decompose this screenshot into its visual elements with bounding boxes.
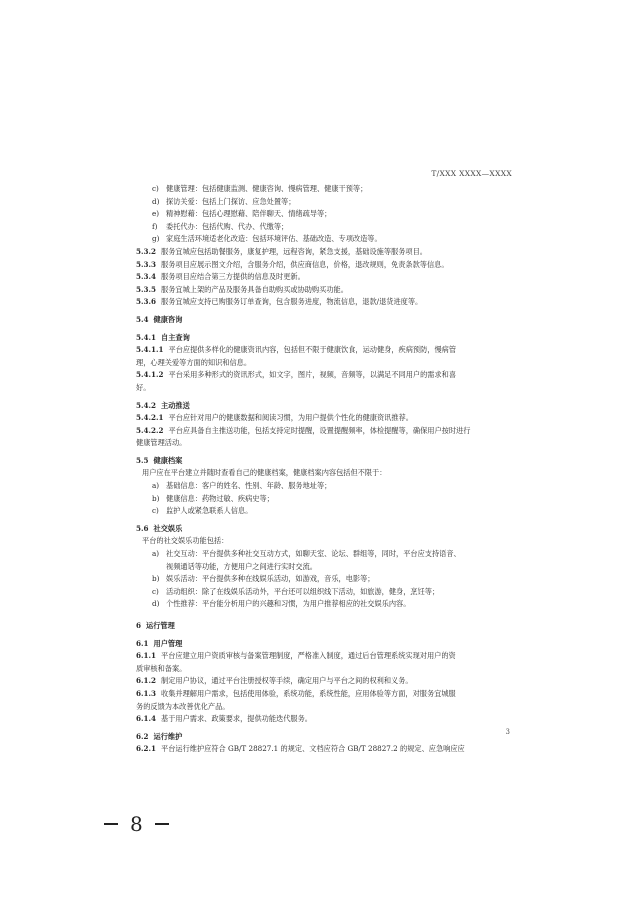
list-item-continuation: 视频通话等功能，方便用户之间进行实时交流。	[166, 561, 317, 571]
clause-continuation: 务的反馈为本改善优化产品。	[136, 701, 230, 711]
clause-6-2-1: 6.2.1 平台运行维护应符合 GB/T 28827.1 的规定、文档应符合 GB/T 28827.2 的规定、应急响应应	[136, 744, 465, 754]
clause-5-3-6: 5.3.6 服务宜城应支持已购服务订单查询，包含服务进度，物流信息，退款/退货进度等。	[136, 297, 423, 307]
clause-5-4-1-1: 5.4.1.1 平台应提供多样化的健康资讯内容，包括但不限于健康饮食，运动健身，疾病预防，慢病管	[136, 345, 457, 355]
list-item: b) 娱乐活动：平台提供多种在线娱乐活动，如游戏，音乐，电影等；	[152, 574, 375, 584]
inner-page-number: 3	[505, 728, 510, 736]
clause-6-1-1: 6.1.1 平台应建立用户资质审核与备案管理制度，严格准入制度，通过后台管理系统实现对用户的资	[136, 651, 456, 661]
clause-6-1-2: 6.1.2 制定用户协议，通过平台注册授权等手续，确定用户与平台之间的权利和义务。	[136, 676, 413, 686]
clause-continuation: 质审核和备案。	[136, 663, 187, 673]
page-content	[136, 183, 510, 756]
clause-6-1-3: 6.1.3 收集并理解用户需求，包括使用体验，系统功能，系统性能，应用体验等方面，对服务宜城服	[136, 688, 456, 698]
list-item: a) 社交互动：平台提供多种社交互动方式，如聊天室、论坛、群组等，同时，平台应支持语音、	[152, 549, 461, 559]
footer-dash-left	[104, 823, 118, 825]
paragraph: 用户应在平台建立并随时查看自己的健康档案，健康档案内容包括但不限于：	[142, 468, 387, 478]
section-heading: 5.4 健康咨询	[136, 314, 183, 324]
list-item: b) 健康信息：药物过敏、疾病史等；	[152, 493, 274, 503]
section-heading: 5.6 社交娱乐	[136, 523, 183, 533]
clause-5-3-2: 5.3.2 服务宜城应包括助餐服务，康复护理，远程咨询，紧急支援，基础设施等服务项目。	[136, 246, 427, 256]
clause-5-4-2-1: 5.4.2.1 平台应针对用户的健康数据和阅读习惯，为用户提供个性化的健康资讯推荐。	[136, 413, 413, 423]
section-heading: 6.2 运行维护	[136, 731, 183, 741]
section-heading: 5.5 健康档案	[136, 455, 183, 465]
list-item: d) 个性推荐：平台能分析用户的兴趣和习惯，为用户推荐相应的社交娱乐内容。	[152, 599, 411, 609]
clause-continuation: 健康管理活动。	[136, 438, 187, 448]
document-code: T/XXX XXXX—XXXX	[431, 169, 512, 178]
subsection-heading: 5.4.1 自主查询	[136, 332, 190, 342]
clause-6-1-4: 6.1.4 基于用户需求、政策要求，提供功能迭代服务。	[136, 714, 312, 724]
subsection-heading: 5.4.2 主动推送	[136, 400, 190, 410]
list-item: a) 基础信息：客户的姓名、性别、年龄、服务地址等；	[152, 481, 332, 491]
list-item: e) 精神慰藉：包括心理慰藉、陪伴聊天、情绪疏导等；	[152, 209, 332, 219]
list-item: d) 探访关爱：包括上门探访、应急处置等；	[152, 196, 296, 206]
list-item: c) 活动组织：除了在线娱乐活动外，平台还可以组织线下活动，如旅游，健身，烹饪等；	[152, 586, 440, 596]
list-item: f) 委托代办：包括代购、代办、代缴等；	[152, 221, 289, 231]
footer-dash-right	[155, 823, 169, 825]
clause-continuation: 理，心理关爱等方面的知识和信息。	[136, 357, 252, 367]
clause-5-3-5: 5.3.5 服务宜城上架的产品及服务具备自助购买或协助购买功能。	[136, 284, 348, 294]
section-heading: 6.1 用户管理	[136, 638, 183, 648]
list-item: c) 健康管理：包括健康监测、健康咨询、慢病管理、健康干预等；	[152, 184, 368, 193]
list-item: g) 家庭生活环境适老化改造：包括环境评估、基础改造、专项改造等。	[152, 234, 382, 244]
clause-continuation: 好。	[136, 382, 151, 392]
clause-5-3-3: 5.3.3 服务项目应展示图文介绍，含服务介绍，供应商信息，价格，退改规则，免责条款等信息。	[136, 259, 449, 269]
clause-5-4-2-2: 5.4.2.2 平台应具备自主推送功能，包括支持定时提醒，设置提醒频率，体检提醒等，确保用户按时进行	[136, 425, 471, 435]
chapter-heading: 6 运行管理	[136, 621, 175, 630]
list-item: c) 监护人或紧急联系人信息。	[152, 506, 253, 516]
clause-5-4-1-2: 5.4.1.2 平台采用多种形式的资讯形式，如文字，图片，视频，音频等，以满足不同用户的需求和喜	[136, 370, 457, 380]
page-footer	[92, 812, 181, 836]
clause-5-3-4: 5.3.4 服务项目应结合第三方提供的信息及时更新。	[136, 272, 305, 282]
footer-page-number: 8	[130, 812, 143, 836]
paragraph: 平台的社交娱乐功能包括：	[142, 536, 229, 546]
